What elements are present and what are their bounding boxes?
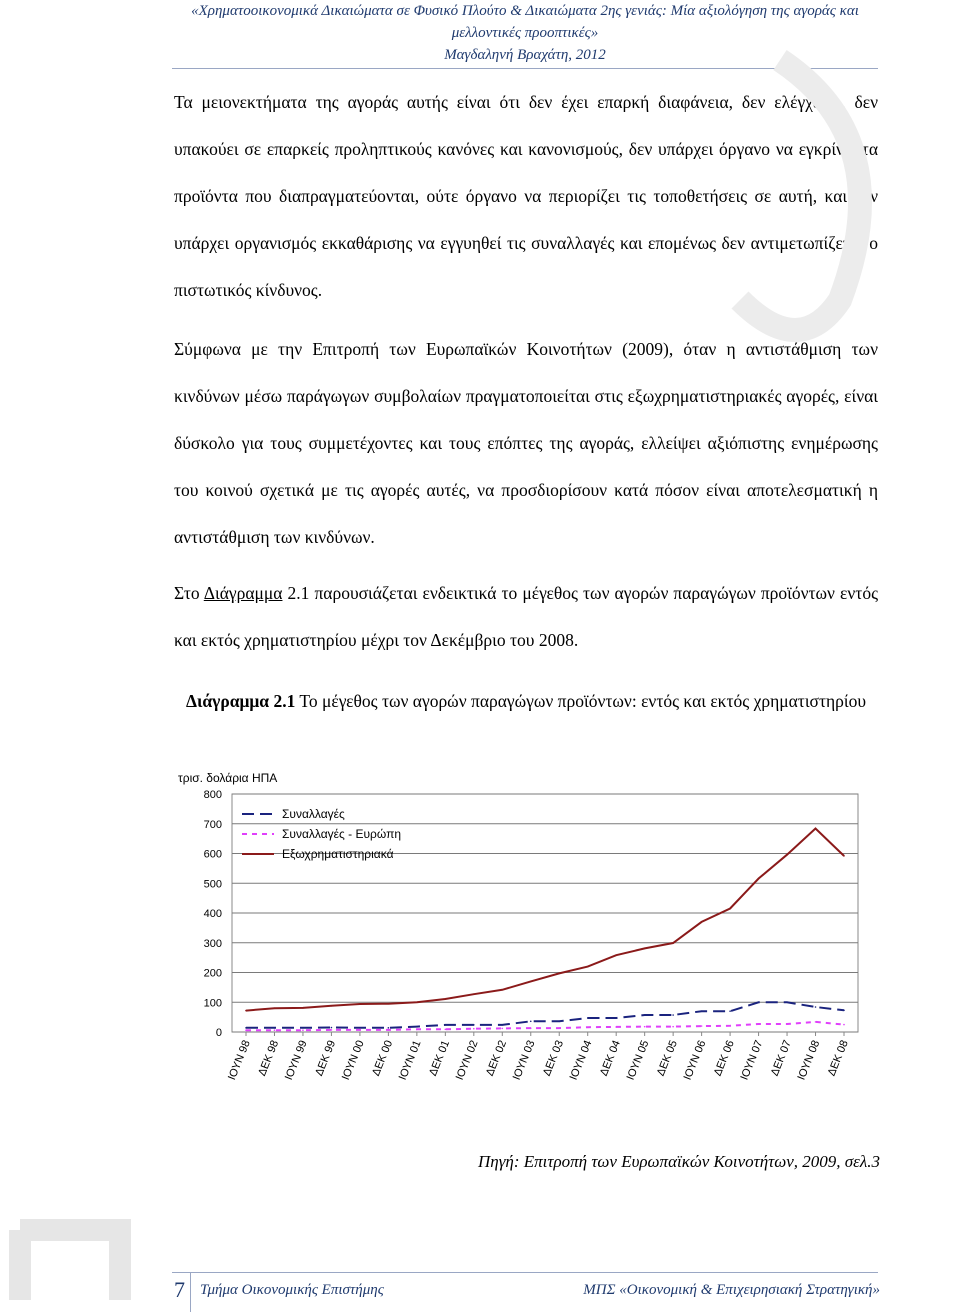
data-point — [644, 948, 646, 950]
legend-label: Εξωχρηματιστηριακά — [282, 847, 394, 861]
y-tick-label: 100 — [203, 997, 222, 1010]
y-tick-label: 0 — [215, 1027, 222, 1039]
derivatives-chart — [170, 766, 870, 1126]
data-point — [615, 954, 617, 956]
data-point — [558, 1020, 560, 1022]
x-tick-label: ΙΟΥΝ 04 — [567, 1038, 595, 1082]
x-tick-label: ΙΟΥΝ 03 — [510, 1038, 538, 1082]
data-point — [701, 1010, 703, 1012]
data-point — [644, 1026, 646, 1028]
data-point — [359, 1003, 361, 1005]
data-point — [274, 1029, 276, 1031]
data-point — [843, 1009, 845, 1011]
x-tick-label: ΙΟΥΝ 06 — [681, 1038, 709, 1082]
header-divider — [172, 68, 878, 69]
data-point — [701, 921, 703, 923]
data-point — [729, 1010, 731, 1012]
data-point — [786, 1023, 788, 1025]
y-tick-label: 400 — [203, 908, 222, 920]
x-tick-label: ΙΟΥΝ 99 — [282, 1038, 310, 1082]
x-tick-label: ΔΕΚ 07 — [768, 1038, 794, 1078]
x-tick-label: ΔΕΚ 98 — [256, 1038, 282, 1078]
data-point — [501, 1024, 503, 1026]
data-point — [302, 1027, 304, 1029]
data-point — [530, 981, 532, 983]
header-title-line2: μελλοντικές προοπτικές» — [451, 25, 599, 41]
data-point — [758, 878, 760, 880]
y-tick-label: 800 — [203, 789, 222, 801]
data-point — [644, 1014, 646, 1016]
chart-svg — [170, 766, 870, 1126]
data-point — [786, 1001, 788, 1003]
paragraph-3-rest: 2.1 παρουσιάζεται ενδεικτικά το μέγεθος των αγορών παραγώγων προϊόντων εντός και εκτός χρηματιστηρίου μέχρι τον Δεκέμβριο του 2008. — [174, 583, 879, 650]
data-point — [416, 1026, 418, 1028]
y-axis-label: τρισ. δολάρια ΗΠΑ — [178, 771, 278, 785]
figure-caption — [174, 688, 878, 714]
data-point — [302, 1029, 304, 1031]
data-point — [445, 1024, 447, 1026]
x-tick-label: ΔΕΚ 00 — [370, 1038, 396, 1078]
figure-source: Πηγή: Επιτροπή των Ευρωπαϊκών Κοινοτήτων, 2009, σελ.3 — [478, 1152, 880, 1171]
data-point — [473, 993, 475, 995]
x-tick-label: ΙΟΥΝ 08 — [795, 1038, 823, 1082]
x-tick-label: ΔΕΚ 04 — [597, 1038, 623, 1078]
data-point — [530, 1020, 532, 1022]
paragraph-3 — [174, 570, 878, 664]
data-point — [558, 973, 560, 975]
data-point — [729, 1025, 731, 1027]
data-point — [729, 908, 731, 910]
x-tick-label: ΙΟΥΝ 02 — [453, 1038, 481, 1082]
y-tick-label: 700 — [203, 818, 222, 831]
data-point — [615, 1026, 617, 1028]
data-point — [331, 1005, 333, 1007]
legend-label: Συναλλαγές — [282, 807, 345, 821]
y-tick-label: 600 — [203, 848, 222, 861]
data-point — [615, 1017, 617, 1019]
header-title-line1: «Χρηματοοικονομικά Δικαιώματα σε Φυσικό Πλούτο & Δικαιώματα 2ης γενιάς: Μία αξιολόγηση της αγοράς και — [191, 3, 859, 19]
data-point — [701, 1025, 703, 1027]
x-tick-label: ΔΕΚ 02 — [483, 1038, 510, 1078]
page-number: 7 — [174, 1277, 185, 1302]
data-point — [843, 1024, 845, 1026]
legend-label: Συναλλαγές - Ευρώπη — [282, 827, 402, 841]
footer-department: Τμήμα Οικονομικής Επιστήμης — [200, 1282, 384, 1298]
data-point — [587, 1017, 589, 1019]
y-tick-label: 500 — [203, 878, 222, 891]
data-point — [815, 1021, 817, 1023]
data-point — [786, 854, 788, 856]
data-point — [388, 1029, 390, 1031]
data-point — [274, 1027, 276, 1029]
data-point — [416, 1001, 418, 1003]
data-point — [359, 1027, 361, 1029]
data-point — [473, 1024, 475, 1026]
x-tick-label: ΔΕΚ 08 — [825, 1038, 851, 1078]
data-point — [843, 855, 845, 857]
x-tick-label: ΔΕΚ 01 — [427, 1038, 453, 1078]
x-tick-label: ΙΟΥΝ 05 — [624, 1038, 652, 1082]
data-point — [245, 1027, 247, 1029]
figure-caption-text: Το μέγεθος των αγορών παραγώγων προϊόντων: εντός και εκτός χρηματιστηρίου — [295, 691, 867, 711]
x-tick-label: ΔΕΚ 05 — [654, 1038, 680, 1078]
x-tick-label: ΔΕΚ 06 — [711, 1038, 737, 1078]
x-tick-label: ΙΟΥΝ 00 — [339, 1038, 367, 1082]
data-point — [501, 1028, 503, 1030]
data-point — [302, 1007, 304, 1009]
data-point — [245, 1010, 247, 1012]
x-tick-label: ΙΟΥΝ 98 — [225, 1038, 253, 1082]
paragraph-2: Σύμφωνα με την Επιτροπή των Ευρωπαϊκών Κοινοτήτων (2009), όταν η αντιστάθμιση των κινδύνων μέσω παράγωγων συμβολαίων πραγματοποιείται στις εξωχρηματιστηριακές αγορές, είναι δύσκολο για τους συμμετέχοντες και τους επόπτες της αγοράς, ελλείψει αξιόπιστης ενημέρωσης του κοινού σχετικά με τις αγορές αυτές, να προσδιορίσουν κατά πόσον είναι αποτελεσματική η αντιστάθμιση των κινδύνων. — [174, 339, 878, 547]
data-point — [388, 1003, 390, 1005]
data-point — [359, 1029, 361, 1031]
paragraph-1: Τα μειονεκτήματα της αγοράς αυτής είναι ότι δεν έχει επαρκή διαφάνεια, δεν ελέγχεται, δεν υπακούει σε επαρκείς προληπτικούς κανόνες και κανονισμούς, δεν υπάρχει όργανο να εγκρίνει τα προϊόντα που διαπραγματεύονται, ούτε όργανο να περιορίζει τις τοποθετήσεις σε αυτή, και δεν υπάρχει οργανισμός εκκαθάρισης να εγγυηθεί τις συναλλαγές και επομένως δεν αντιμετωπίζεται ο πιστωτικός κίνδυνος. — [174, 92, 878, 300]
data-point — [416, 1029, 418, 1031]
footer-program: ΜΠΣ «Οικονομική & Επιχειρησιακή Στρατηγική» — [583, 1282, 880, 1298]
data-point — [445, 998, 447, 1000]
x-tick-label: ΙΟΥΝ 01 — [396, 1038, 424, 1082]
data-point — [672, 942, 674, 944]
page-header — [170, 0, 880, 66]
data-point — [758, 1001, 760, 1003]
data-point — [331, 1029, 333, 1031]
data-point — [672, 1026, 674, 1028]
data-point — [587, 1026, 589, 1028]
series-line-2 — [246, 1022, 844, 1030]
data-point — [758, 1023, 760, 1025]
header-author: Μαγδαληνή Βραχάτη, 2012 — [444, 47, 606, 63]
data-point — [445, 1029, 447, 1031]
data-point — [331, 1027, 333, 1029]
x-tick-label: ΙΟΥΝ 07 — [738, 1038, 766, 1082]
page-number-separator — [190, 1272, 191, 1312]
data-point — [815, 1006, 817, 1008]
data-point — [388, 1027, 390, 1029]
data-point — [815, 828, 817, 830]
paragraph-3-lead: Στο — [174, 583, 204, 603]
data-point — [473, 1028, 475, 1030]
y-tick-label: 200 — [203, 967, 222, 980]
data-point — [558, 1027, 560, 1029]
data-point — [501, 989, 503, 991]
y-tick-label: 300 — [203, 937, 222, 950]
figure-label: Διάγραμμα 2.1 — [185, 691, 296, 711]
data-point — [587, 966, 589, 968]
data-point — [274, 1007, 276, 1009]
diagram-reference-link[interactable]: Διάγραμμα — [203, 583, 283, 603]
data-point — [245, 1029, 247, 1031]
x-tick-label: ΔΕΚ 03 — [540, 1038, 567, 1078]
data-point — [530, 1027, 532, 1029]
data-point — [672, 1014, 674, 1016]
footer-divider — [172, 1272, 878, 1273]
x-tick-label: ΔΕΚ 99 — [313, 1038, 339, 1078]
